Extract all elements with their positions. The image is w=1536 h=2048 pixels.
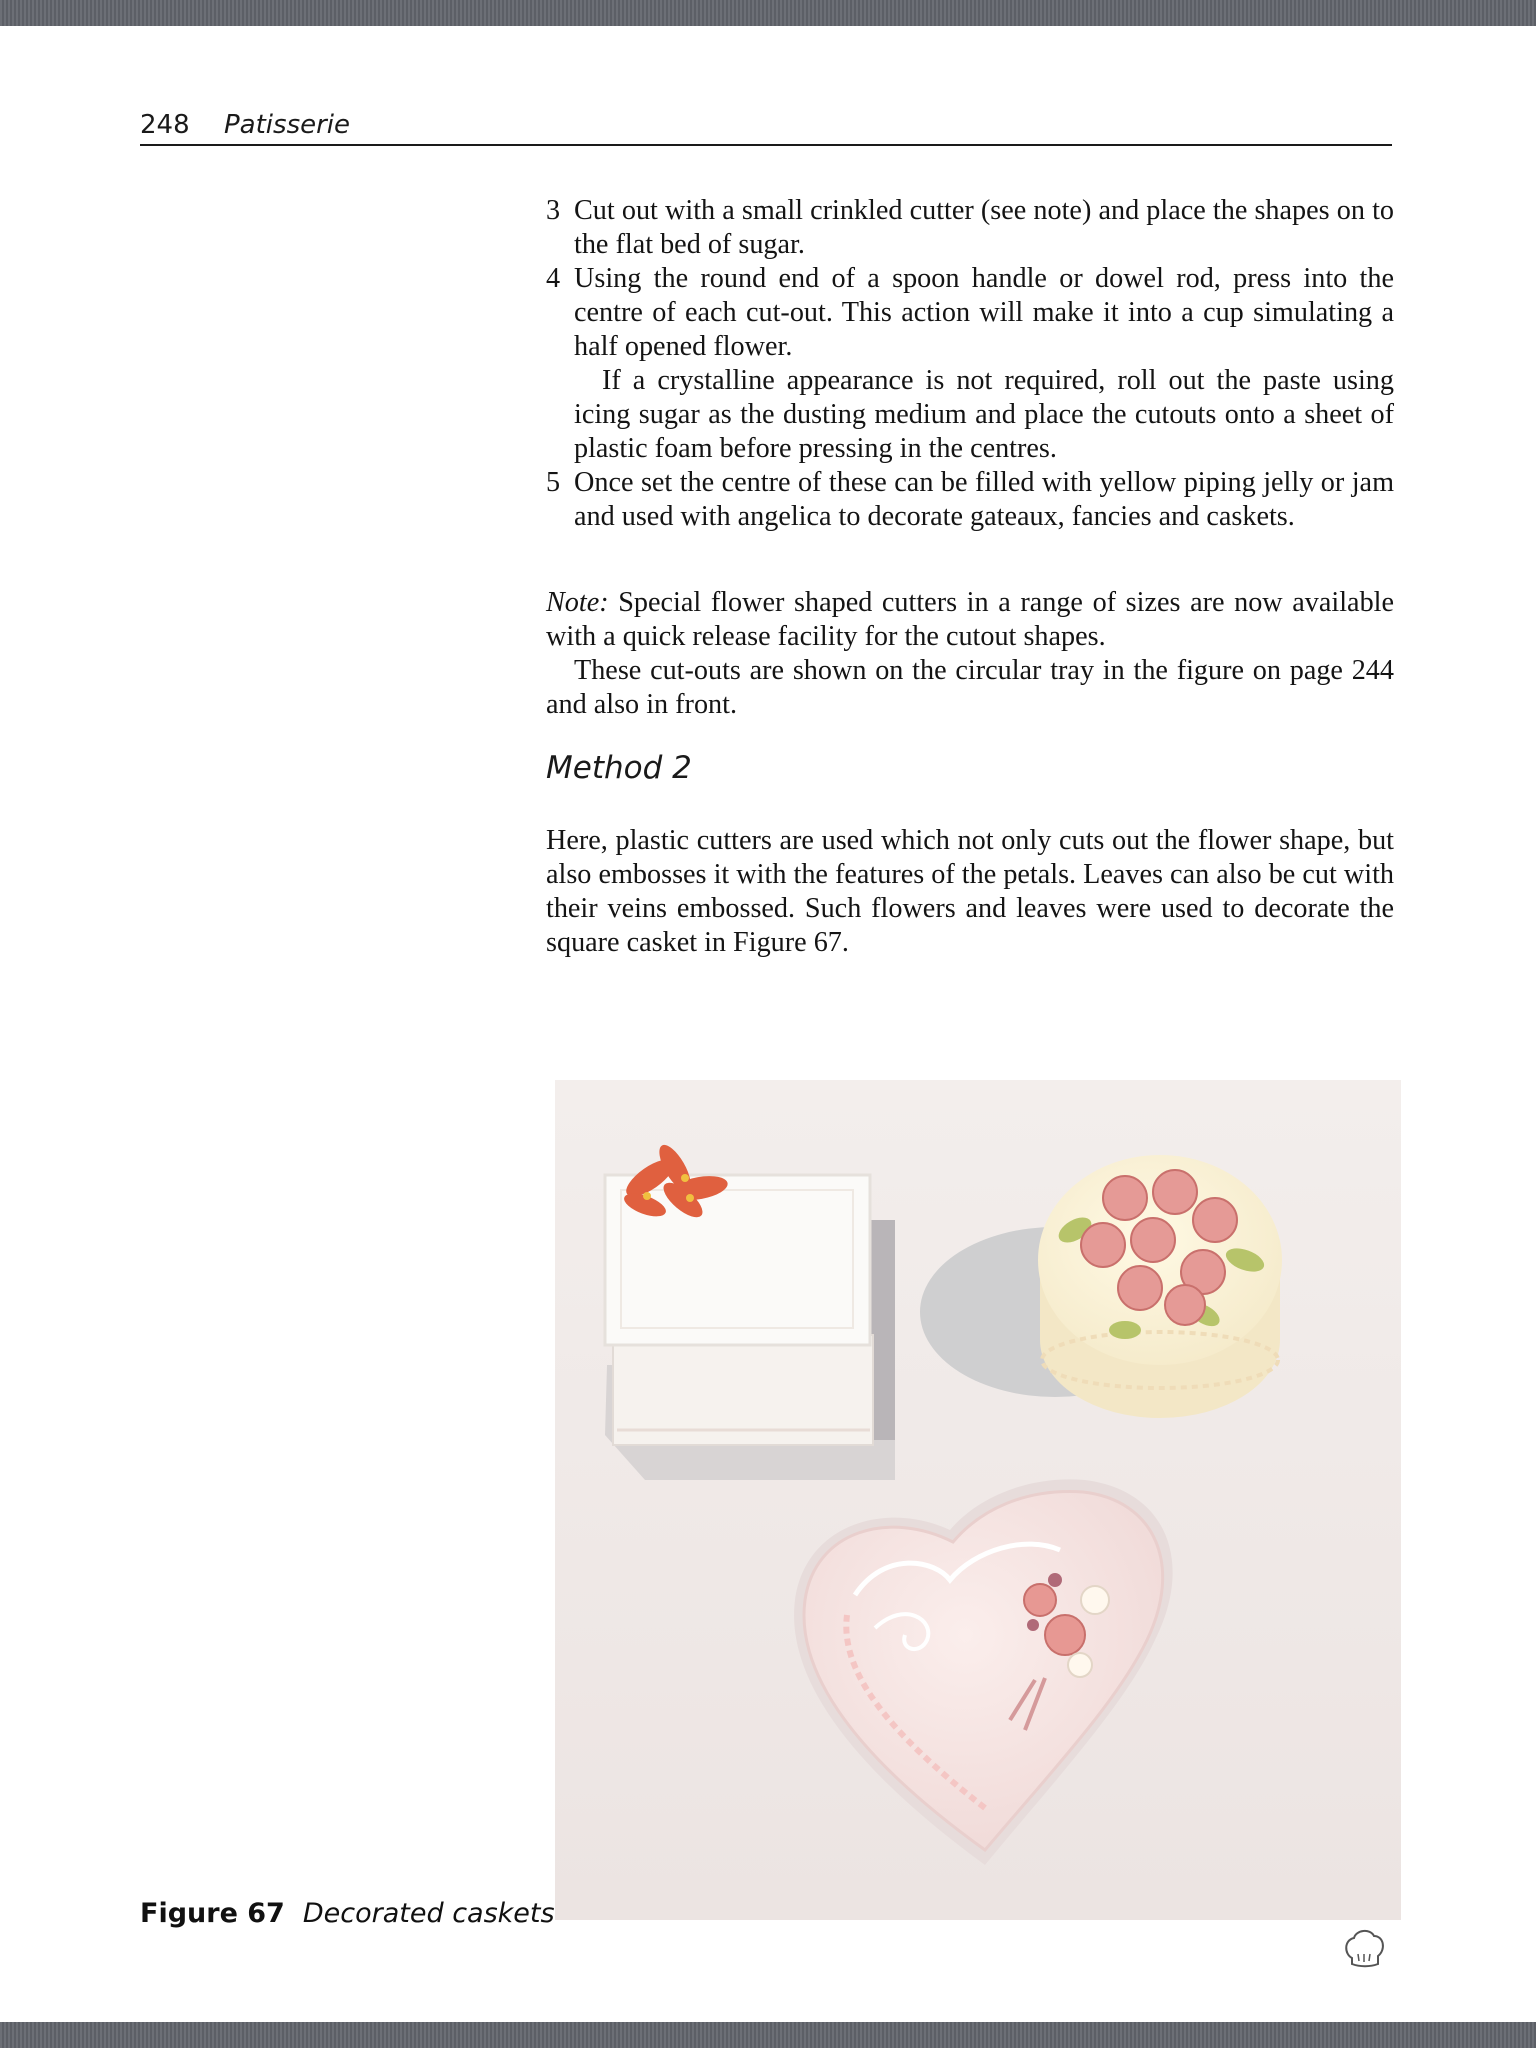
step-number: 3 — [546, 195, 561, 226]
figure-photo — [555, 1080, 1401, 1920]
note-paragraph-2: These cut-outs are shown on the circular tray in the figure on page 244 and also in front. — [546, 655, 1394, 720]
note-label: Note: — [546, 587, 609, 618]
square-casket — [605, 1140, 895, 1480]
figure-number: Figure 67 — [140, 1898, 285, 1929]
note-block — [546, 586, 1394, 722]
note-text: Special flower shaped cutters in a range of sizes are now available with a quick release facility for the cutout shapes. — [546, 587, 1395, 652]
step-text: Using the round end of a spoon handle or dowel rod, press into the centre of each cut-out. This action will make it into a cup simulating a half opened flower. — [574, 263, 1394, 362]
method-text: Here, plastic cutters are used which not only cuts out the flower shape, but also embosses it with the features of the petals. Leaves can also be cut with their veins embossed. Such flowers and leaves were used to decorate the square casket in Figure 67. — [546, 825, 1394, 958]
step-number: 4 — [546, 263, 561, 294]
step-text: Once set the centre of these can be filled with yellow piping jelly or jam and used with angelica to decorate gateaux, fancies and caskets. — [574, 467, 1394, 532]
figure-caption — [140, 1898, 555, 1929]
step-4 — [546, 262, 1394, 466]
figure-title: Decorated caskets — [302, 1898, 555, 1929]
numbered-steps — [546, 194, 1394, 534]
step-continuation: If a crystalline appearance is not required, roll out the paste using icing sugar as the dusting medium and place the cutouts onto a sheet of plastic foam before pressing in the centres. — [574, 365, 1394, 464]
step-3 — [546, 194, 1394, 262]
note-paragraph — [546, 586, 1394, 654]
chef-hat-icon — [1340, 1924, 1388, 1972]
bottom-toolbar-strip — [0, 2022, 1536, 2048]
step-text: Cut out with a small crinkled cutter (see note) and place the shapes on to the flat bed of sugar. — [574, 195, 1394, 260]
top-toolbar-strip — [0, 0, 1536, 26]
method-paragraph — [546, 824, 1394, 960]
page-number: 248 — [140, 110, 190, 140]
step-number: 5 — [546, 467, 561, 498]
step-5 — [546, 466, 1394, 534]
book-title: Patisserie — [224, 110, 351, 140]
decorated-caskets-photo — [555, 1080, 1401, 1920]
header-rule — [140, 144, 1392, 146]
method-heading: Method 2 — [546, 750, 692, 786]
